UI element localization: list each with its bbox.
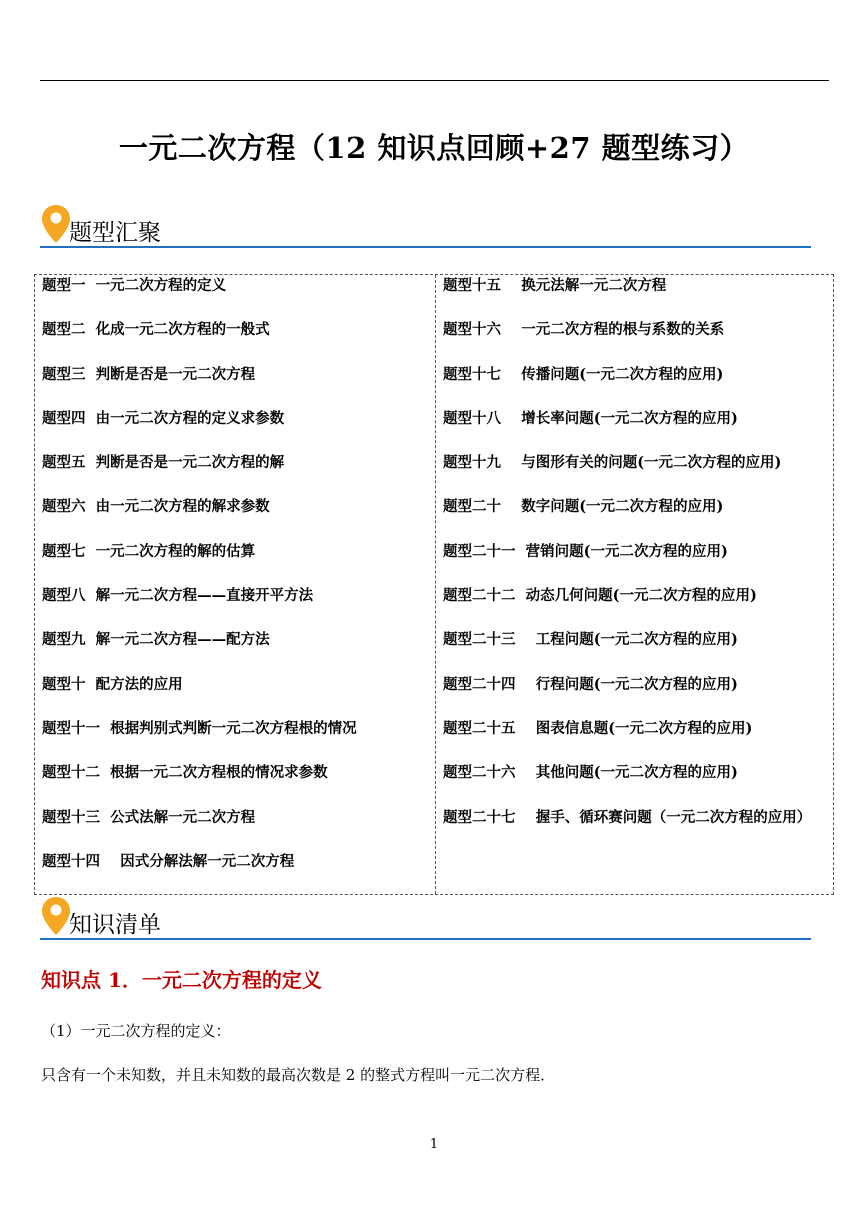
question-type-item: 题型二十二 动态几何问题(一元二次方程的应用)	[443, 587, 757, 605]
knowledge-point-title: 知识点 1．一元二次方程的定义	[41, 968, 322, 992]
column-divider	[435, 275, 436, 894]
question-type-item: 题型二十一 营销问题(一元二次方程的应用)	[443, 542, 728, 560]
types-right-column	[443, 275, 811, 851]
question-type-item: 题型七 一元二次方程的解的估算	[42, 542, 256, 560]
page-title: 一元二次方程（12 知识点回顾+27 题型练习）	[118, 131, 750, 165]
question-type-item: 题型十六 一元二次方程的根与系数的关系	[443, 321, 725, 339]
header-rule	[40, 80, 829, 81]
question-type-item: 题型二十五 图表信息题(一元二次方程的应用)	[443, 719, 753, 737]
knowledge-definition: 只含有一个未知数，并且未知数的最高次数是 2 的整式方程叫一元二次方程．	[41, 1066, 556, 1084]
types-left-column	[42, 275, 357, 895]
question-type-item: 题型八 解一元二次方程——直接开平方法	[42, 587, 314, 605]
question-type-item: 题型六 由一元二次方程的解求参数	[42, 498, 270, 516]
question-type-item: 题型十九 与图形有关的问题(一元二次方程的应用)	[443, 454, 782, 472]
question-type-item: 题型一 一元二次方程的定义	[42, 277, 227, 294]
question-type-item: 题型二十三 工程问题(一元二次方程的应用)	[443, 631, 738, 649]
question-type-item: 题型二 化成一元二次方程的一般式	[42, 321, 270, 339]
question-type-item: 题型二十四 行程问题(一元二次方程的应用)	[443, 675, 738, 693]
question-type-item: 题型二十六 其他问题(一元二次方程的应用)	[443, 764, 738, 782]
question-type-item: 题型五 判断是否是一元二次方程的解	[42, 454, 285, 472]
question-type-item: 题型二十 数字问题(一元二次方程的应用)	[443, 498, 724, 516]
question-type-item: 题型三 判断是否是一元二次方程	[42, 365, 256, 383]
knowledge-subheading: （1）一元二次方程的定义：	[41, 1022, 231, 1040]
question-type-item: 题型十二 根据一元二次方程根的情况求参数	[42, 764, 328, 782]
question-types-table	[34, 274, 834, 895]
question-type-item: 题型十四 因式分解法解一元二次方程	[42, 852, 295, 870]
question-type-item: 题型四 由一元二次方程的定义求参数	[42, 409, 285, 427]
location-pin-icon	[41, 896, 71, 936]
question-type-item: 题型十五 换元法解一元二次方程	[443, 277, 667, 294]
page-number: 1	[429, 1137, 439, 1152]
location-pin-icon	[41, 204, 71, 244]
question-type-item: 题型十 配方法的应用	[42, 675, 183, 693]
section-rule	[40, 246, 811, 248]
question-type-item: 题型十七 传播问题(一元二次方程的应用)	[443, 365, 724, 383]
section-rule	[40, 938, 811, 940]
question-type-item: 题型二十七 握手、循环赛问题（一元二次方程的应用）	[443, 808, 812, 826]
question-type-item: 题型十一 根据判别式判断一元二次方程根的情况	[42, 719, 357, 737]
section-title-types: 题型汇聚	[69, 220, 161, 246]
question-type-item: 题型九 解一元二次方程——配方法	[42, 631, 270, 649]
question-type-item: 题型十三 公式法解一元二次方程	[42, 808, 256, 826]
section-heading-types	[40, 204, 811, 248]
section-title-knowledge: 知识清单	[69, 912, 161, 938]
section-heading-knowledge	[40, 896, 811, 940]
question-type-item: 题型十八 增长率问题(一元二次方程的应用)	[443, 409, 738, 427]
